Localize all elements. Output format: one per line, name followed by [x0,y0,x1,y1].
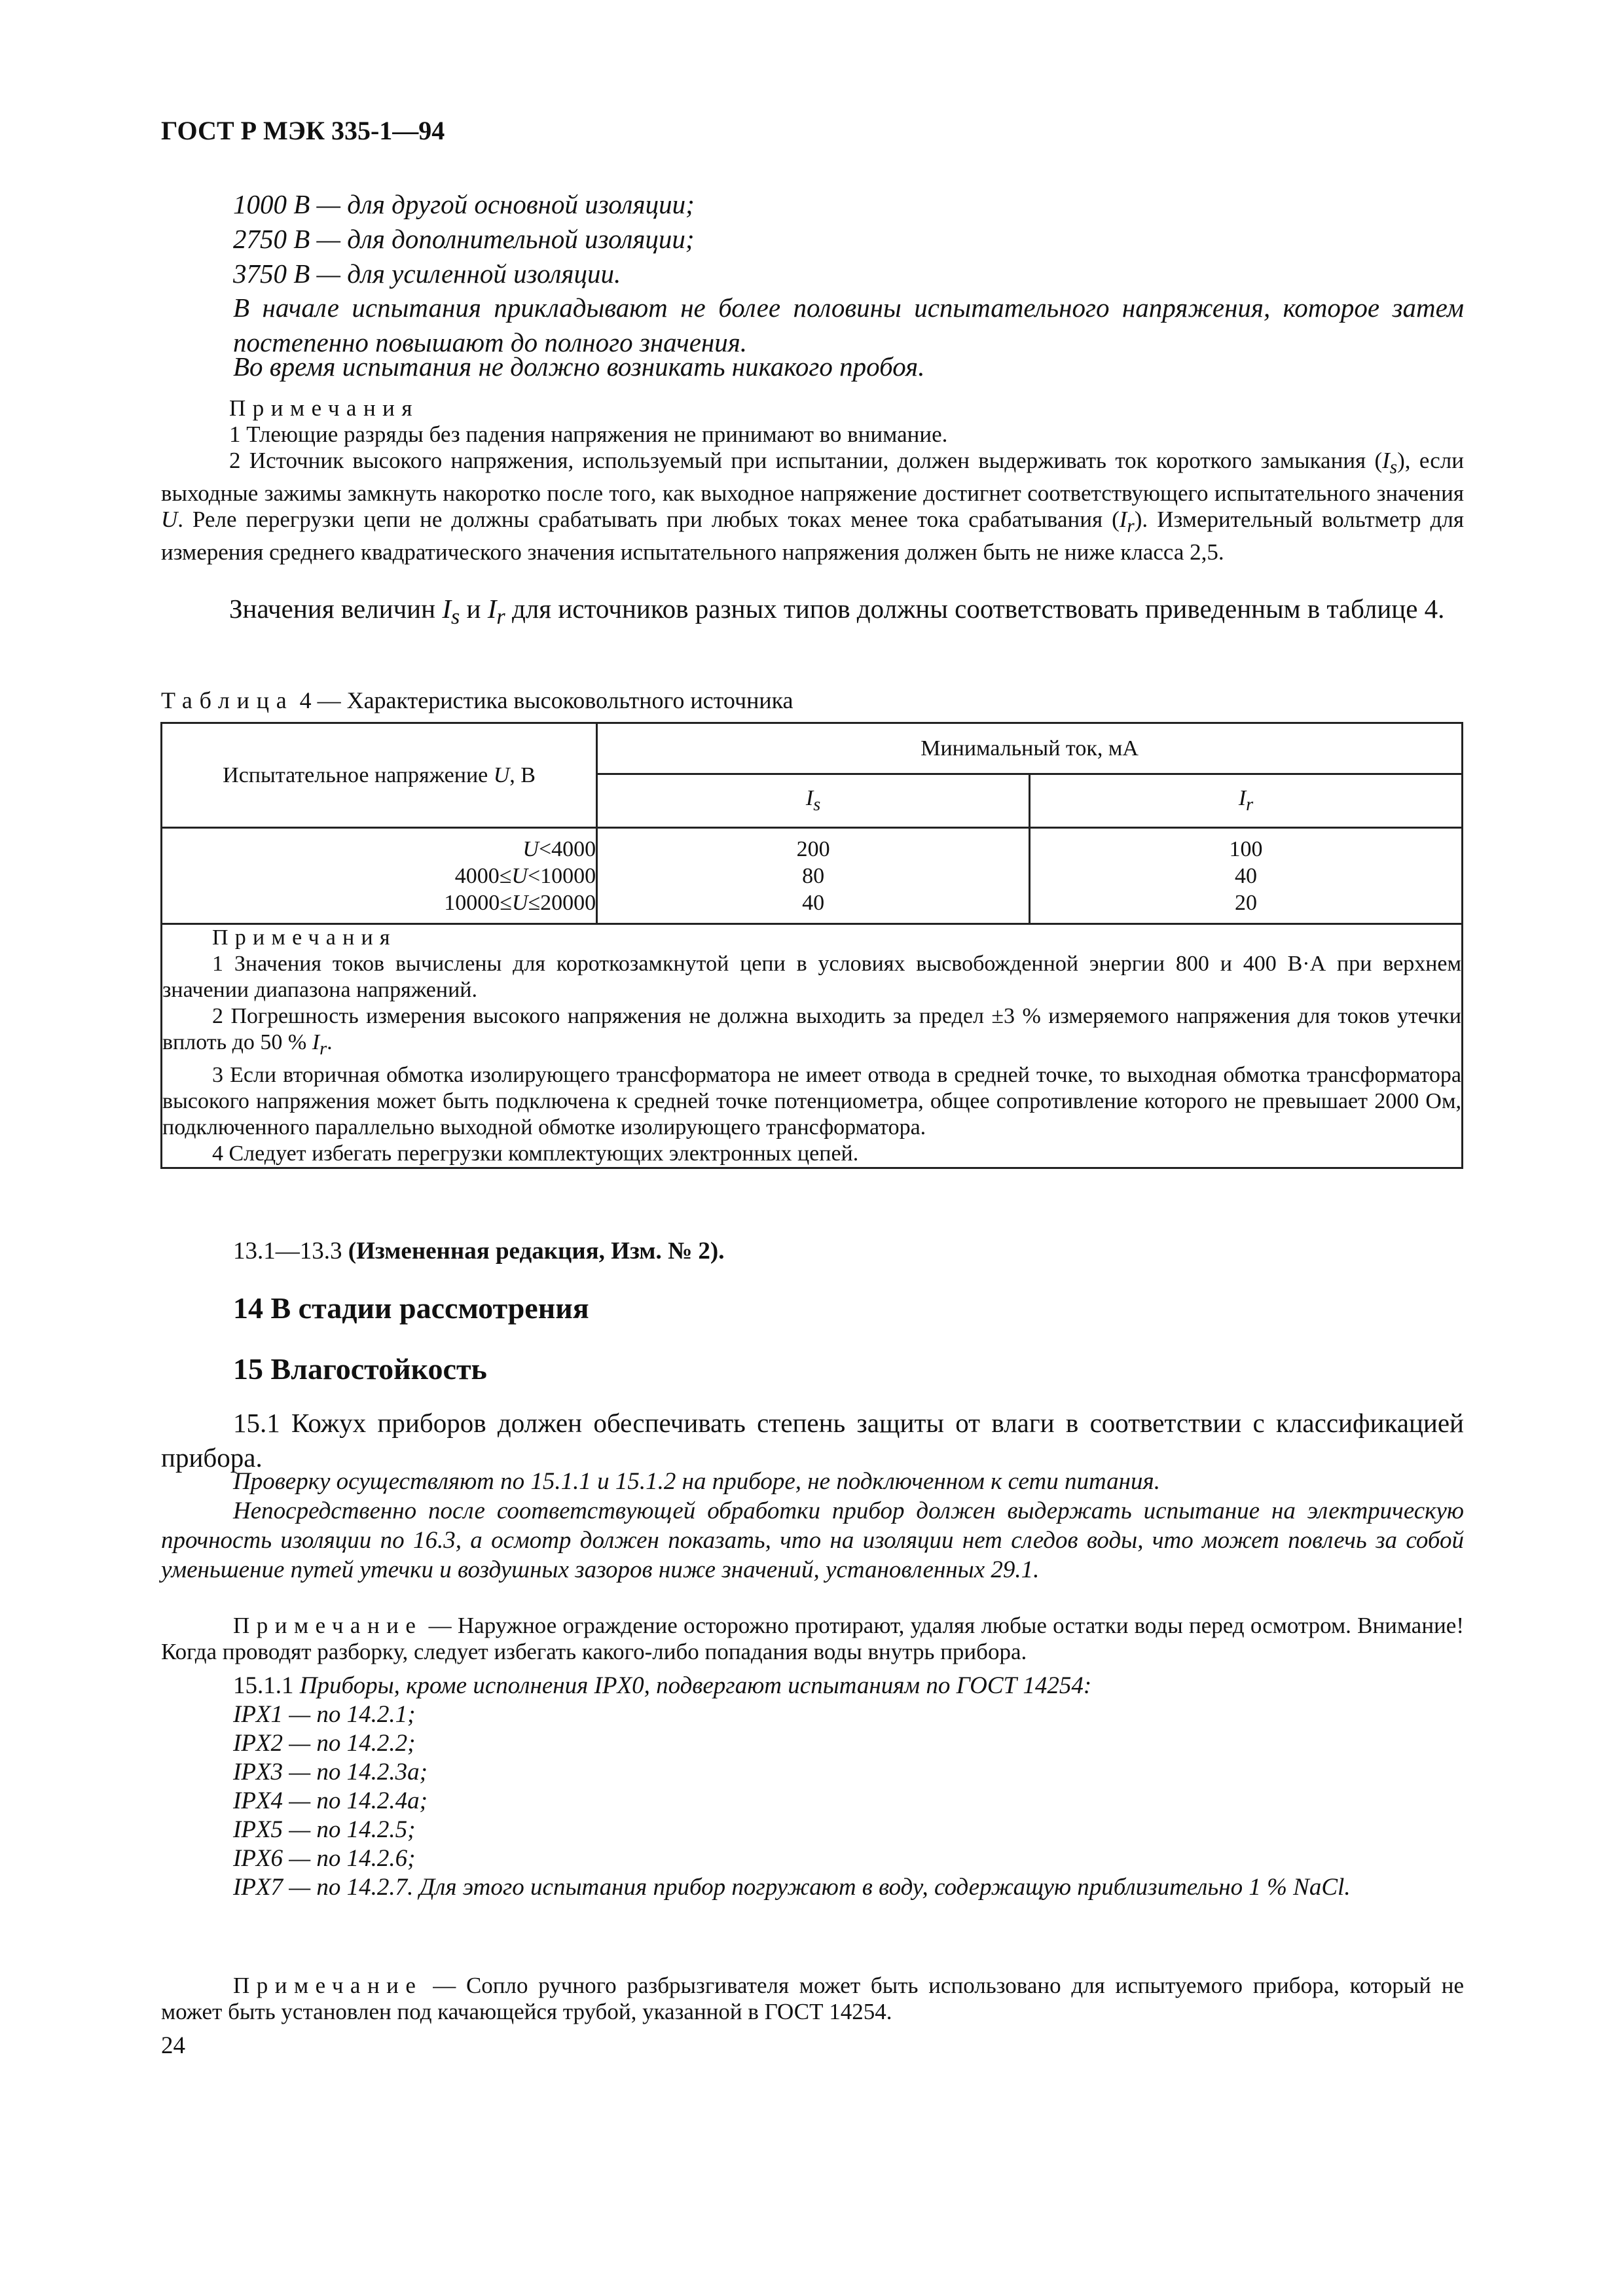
paragraph-15-1: 15.1 Кожух приборов должен обеспечивать степень защиты от влаги в соответствии с классификацией прибора. [161,1408,1464,1473]
paragraph-check: Проверку осуществляют по 15.1.1 и 15.1.2 на приборе, не подключенном к сети питания. [233,1468,1160,1495]
header-ir: $I_r$ [1030,774,1463,828]
note-wipe-off: Примечание — Наружное ограждение осторожно протирают, удаляя любые остатки воды перед осмотром. Внимание! Когда проводят разборку, следует избегать какого-либо попадания воды внутрь прибора. [161,1613,1464,1664]
voltage-list [161,187,1464,291]
header-test-voltage: Испытательное напряжение U, В [162,723,597,828]
table-note-4: 4 Следует избегать перегрузки комплектующих электронных цепей. [212,1141,859,1166]
is-value-2: 80 [802,863,825,888]
voltage-range-2: 4000≤U<10000 [454,863,596,888]
ipx-item-1: IPX1 — по 14.2.1; [233,1701,416,1728]
ipx-item-6: IPX6 — по 14.2.6; [233,1845,416,1872]
voltage-range-1: U<4000 [522,836,596,861]
paragraph-15-1-1: 15.1.1 Приборы, кроме исполнения IPX0, подвергают испытаниям по ГОСТ 14254: [233,1672,1092,1699]
note-glow-discharge: 1 Тлеющие разряды без падения напряжения не принимают во внимание. [229,422,948,447]
note-spray-nozzle: Примечание — Сопло ручного разбрызгивателя может быть использовано для испытуемого прибора, который не может быть установлен под качающейся трубой, указанной в ГОСТ 14254. [161,1973,1464,2024]
ipx-item-2: IPX2 — по 14.2.2; [233,1730,416,1757]
ipx-item-7: IPX7 — по 14.2.7. Для этого испытания прибор погружают в воду, содержащую приблизительно 1 % NaCl. [233,1874,1351,1901]
paragraph-after-treatment: Непосредственно после соответствующей обработки прибор должен выдержать испытание на электрическую прочность изоляции по 16.3, а осмотр должен показать, что на изоляции нет следов воды, что может повлечь за собой уменьшение путей утечки и воздушных зазоров ниже значений, установленных 29.1. [161,1498,1464,1583]
header-is: $I_s$ [597,774,1030,828]
section-14-heading: 14 В стадии рассмотрения [233,1291,589,1325]
voltage-line-reinforced: 3750 В — для усиленной изоляции. [233,259,621,289]
ir-value-1: 100 [1229,836,1263,861]
table-note-3: 3 Если вторичная обмотка изолирующего трансформатора не имеет отвода в средней точке, то выходная обмотка трансформатора высокого напряжения может быть подключена к средней точке потенциометра, общее сопротивление которого не превышает 2000 Ом, подключенного параллельно выходной обмотке изолирующего трансформатора. [162,1062,1461,1139]
page-number: 24 [161,2032,185,2059]
document-code-header: ГОСТ Р МЭК 335-1—94 [161,116,445,145]
table-notes [162,924,1463,1168]
ipx-item-5: IPX5 — по 14.2.5; [233,1816,416,1843]
note-hv-source: 2 Источник высокого напряжения, используемый при испытании, должен выдерживать ток короткого замыкания $(I_s)$, если выходные зажимы замкнуть накоротко после того, как выходное напряжение достигнет соответствующего испытательного значения U. Реле перегрузки цепи не должны срабатывать при любых токах менее тока срабатывания $(I_r)$. Измерительный вольтметр для измерения среднего квадратического значения испытательного напряжения должен быть не ниже класса 2,5. [161,448,1464,565]
is-value-1: 200 [796,836,830,861]
table-4-caption: Таблица 4 — Характеристика высоковольтного источника [161,687,793,713]
cell-is-values [597,828,1030,924]
paragraph-no-breakdown: Во время испытания не должно возникать никакого пробоя. [233,351,925,382]
notes-block-1 [161,395,1464,565]
ir-value-2: 40 [1235,863,1258,888]
ipx-item-4: IPX4 — по 14.2.4а; [233,1787,428,1814]
ipx-item-3: IPX3 — по 14.2.3а; [233,1759,428,1785]
table-notes-title: Примечания [212,925,397,950]
cell-ir-values [1030,828,1463,924]
notes-title: Примечания [229,395,420,421]
amendment-note: 13.1—13.3 (Измененная редакция, Изм. № 2). [233,1238,725,1265]
ir-value-3: 20 [1235,890,1258,915]
paragraph-values-reference: Значения величин $I_s$ и $I_r$ для источников разных типов должны соответствовать приведенным в таблице 4. [229,594,1445,630]
voltage-line-other-basic: 1000 В — для другой основной изоляции; [233,189,695,219]
table-4 [160,722,1463,1169]
is-value-3: 40 [802,890,825,915]
voltage-line-supplementary: 2750 В — для дополнительной изоляции; [233,224,695,254]
voltage-range-3: 10000≤U≤20000 [444,890,596,915]
section-15-heading: 15 Влагостойкость [233,1352,487,1386]
table-note-1: 1 Значения токов вычислены для короткозамкнутой цепи в условиях высвобожденной энергии 800 и 400 В·А при верхнем значении диапазона напряжений. [162,952,1461,1002]
table-head-row-1 [162,723,1463,774]
header-minimum-current: Минимальный ток, мА [597,723,1463,774]
cell-voltage-ranges [162,828,597,924]
table-note-2: 2 Погрешность измерения высокого напряжения не должна выходить за предел ±3 % измеряемого напряжения для токов утечки вплоть до 50 % $I_r$. [162,1004,1461,1059]
ipx-list-block [161,1672,1464,1902]
table-data-row [162,828,1463,924]
table-notes-row [162,924,1463,1168]
paragraph-test-start: В начале испытания прикладывают не более половины испытательного напряжения, которое затем постепенно повышают до полного значения. [233,293,1464,357]
